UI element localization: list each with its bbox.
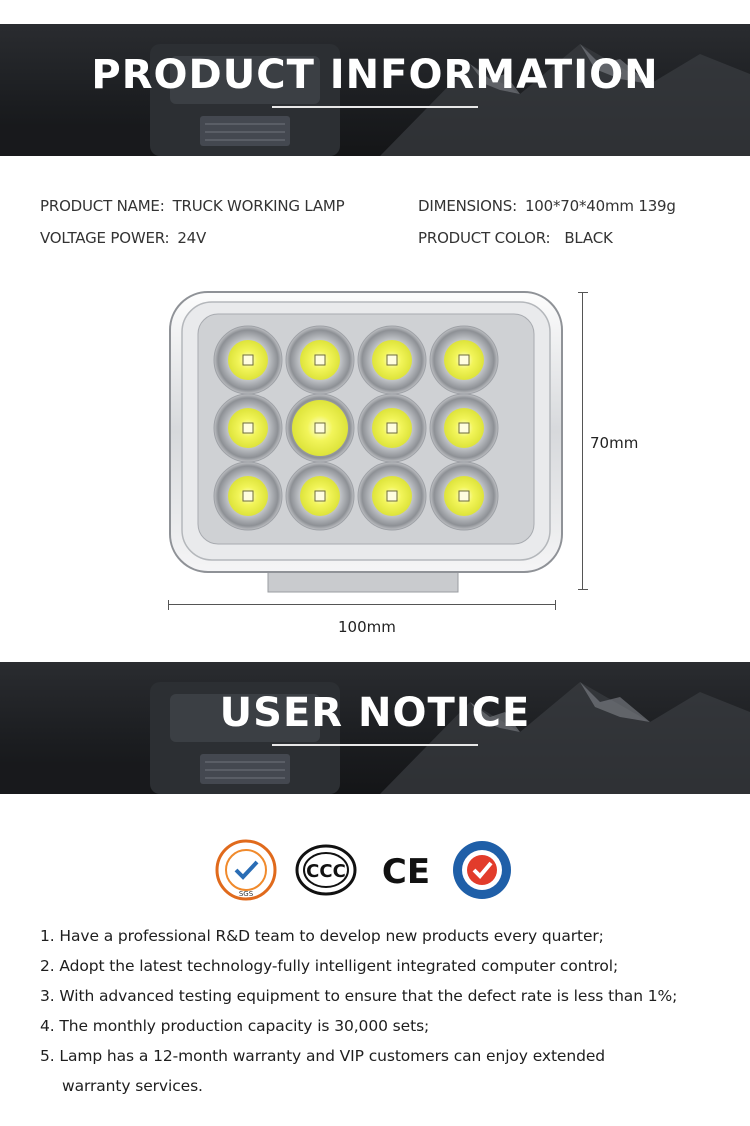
led-chip: [315, 423, 325, 433]
voltage-row: [40, 229, 206, 247]
user-notice-banner: [0, 662, 750, 794]
voltage-value: 24V: [177, 229, 207, 247]
led-chip: [315, 491, 325, 501]
notice-item-continuation: warranty services.: [62, 1077, 203, 1095]
user-notice-title: USER NOTICE: [219, 690, 531, 736]
notice-item: 4. The monthly production capacity is 30,000 sets;: [40, 1017, 430, 1035]
color-label: PRODUCT COLOR:: [418, 229, 551, 247]
led-chip: [243, 355, 253, 365]
svg-text:CCC: CCC: [306, 861, 346, 882]
dimensions-row: [418, 197, 676, 215]
color-value: BLACK: [564, 229, 613, 247]
led-chip: [459, 355, 469, 365]
title-underline: [272, 106, 478, 108]
voltage-label: VOLTAGE POWER:: [40, 229, 170, 247]
product-info-banner: [0, 24, 750, 156]
ce-mark-icon: [374, 838, 438, 902]
notice-item: [40, 1041, 730, 1101]
svg-text:CE: CE: [381, 852, 431, 892]
product-name-label: PRODUCT NAME:: [40, 197, 165, 215]
dimensions-value: 100*70*40mm 139g: [524, 197, 676, 215]
height-dimension-label: 70mm: [590, 434, 639, 452]
width-dimension-line: [168, 604, 556, 606]
notice-item: 1. Have a professional R&D team to develop new products every quarter;: [40, 927, 604, 945]
notice-item-text: 5. Lamp has a 12-month warranty and VIP customers can enjoy extended: [40, 1047, 605, 1065]
product-info-title: PRODUCT INFORMATION: [91, 52, 659, 98]
certification-logos: [214, 838, 514, 902]
led-chip: [243, 423, 253, 433]
supplier-assessment-badge-icon: [450, 838, 514, 902]
title-underline: [272, 744, 478, 746]
led-chip: [387, 423, 397, 433]
notice-item: 2. Adopt the latest technology-fully intelligent integrated computer control;: [40, 957, 619, 975]
width-dimension-label: 100mm: [338, 618, 396, 636]
product-name-value: TRUCK WORKING LAMP: [172, 197, 345, 215]
led-chip: [387, 355, 397, 365]
user-notice-list: [40, 921, 730, 1101]
led-chip: [459, 423, 469, 433]
product-name-row: [40, 197, 345, 215]
led-chip: [387, 491, 397, 501]
dimensions-label: DIMENSIONS:: [418, 197, 517, 215]
sgs-iso-badge-icon: [214, 838, 278, 902]
height-dimension-line: [582, 292, 584, 590]
led-chip: [459, 491, 469, 501]
truck-working-lamp-illustration: [160, 284, 580, 604]
color-row: [418, 229, 613, 247]
notice-item: 3. With advanced testing equipment to ensure that the defect rate is less than 1%;: [40, 987, 678, 1005]
led-chip: [315, 355, 325, 365]
lamp-product-image: [160, 284, 580, 644]
ccc-mark-icon: [294, 838, 358, 902]
svg-text:SGS: SGS: [238, 890, 254, 898]
led-chip: [243, 491, 253, 501]
